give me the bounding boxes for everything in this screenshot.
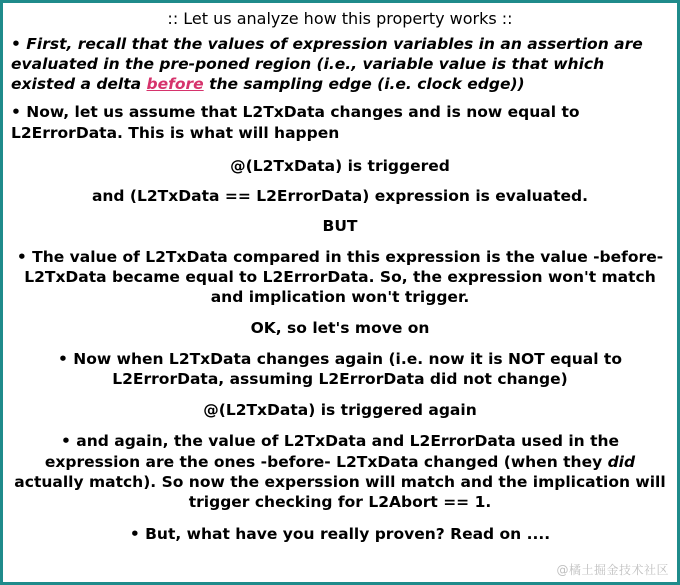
watermark-label (556, 561, 669, 578)
slide-content (3, 3, 677, 544)
paragraph-value-before: • The value of L2TxData compared in this expression is the value -before- L2TxData became equal to L2ErrorData. So, the expression won't match and implication won't trigger. (16, 247, 664, 306)
paragraph-and-again-part2: actually match). So now the experssion will match and the implication will trigger checking for L2Abort == 1. (14, 472, 666, 511)
paragraph-assume-change: • Now, let us assume that L2TxData changes and is now equal to L2ErrorData. This is what will happen (11, 103, 580, 142)
paragraph-really-proven: • But, what have you really proven? Read on .... (129, 524, 551, 543)
emphasis-did: did (607, 452, 636, 471)
paragraph-and-again-part1: • and again, the value of L2TxData and L2ErrorData used in the expression are the ones -before- L2TxData changed (when they (44, 432, 620, 471)
line-expression-evaluated: and (L2TxData == L2ErrorData) expression is evaluated. (91, 186, 589, 205)
paragraph-first-recall-part2: the sampling edge (i.e. clock edge)) (203, 75, 525, 94)
slide-title: :: Let us analyze how this property works :: (167, 9, 513, 28)
paragraph-first-recall-part1: • First, recall that the values of expression variables in an assertion are evaluated in the pre-poned region (i.e., variable value is that which existed a delta (11, 35, 643, 94)
line-triggered-again: @(L2TxData) is triggered again (203, 401, 477, 420)
watermark-text: @橘土掘金技术社区 (556, 563, 669, 577)
line-triggered: @(L2TxData) is triggered (230, 156, 450, 175)
paragraph-first-recall (11, 34, 669, 94)
paragraph-and-again (11, 431, 669, 512)
paragraph-changes-again: • Now when L2TxData changes again (i.e. now it is NOT equal to L2ErrorData, assuming L2ErrorData did not change) (58, 350, 622, 389)
highlighted-word-before: before (146, 75, 204, 94)
line-move-on: OK, so let's move on (250, 319, 430, 338)
line-but: BUT (322, 216, 358, 235)
